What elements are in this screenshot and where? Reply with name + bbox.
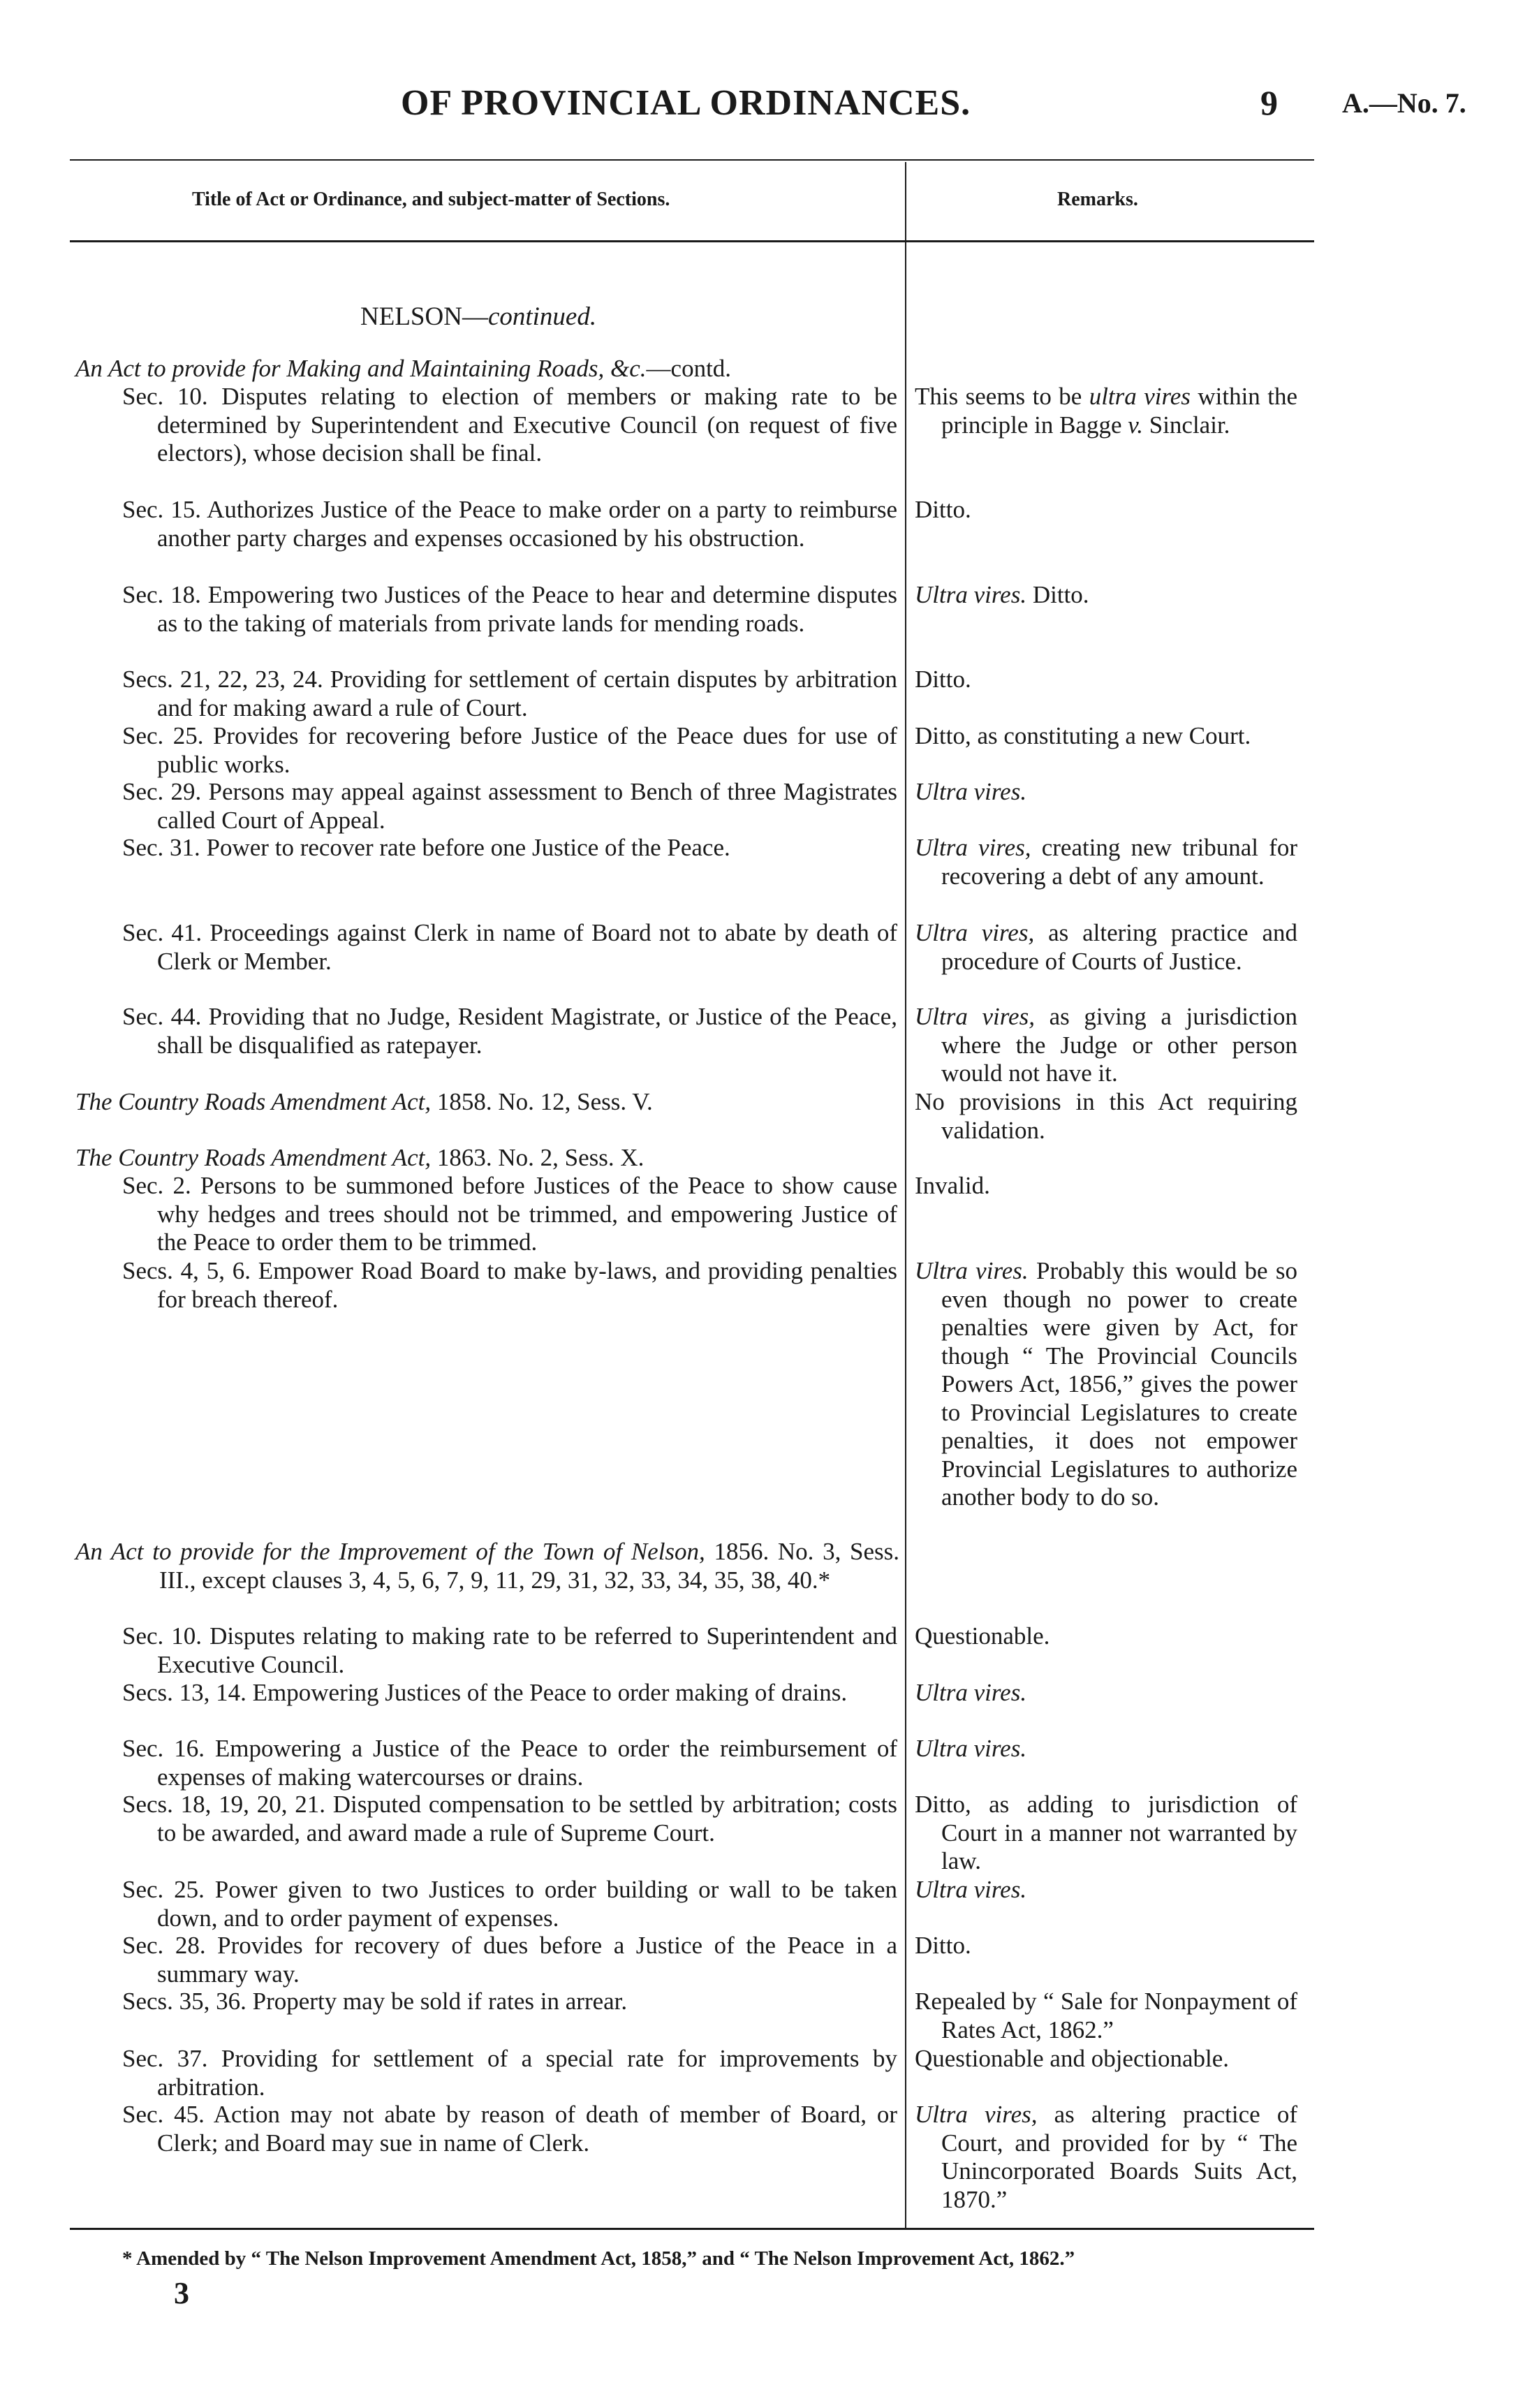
remark-entry: Ditto, as adding to jurisdiction of Court in a manner not warranted by law. — [915, 1791, 1297, 1874]
section-entry: Sec. 45. Action may not abate by reason of death of member of Board, or Clerk; and Board may sue in name of Clerk. — [122, 2101, 897, 2157]
act-title-italic: An Act to provide for the Improvement of the Town of Nelson, — [75, 1538, 705, 1565]
section-entry: Sec. 37. Providing for settlement of a special rate for improvements by arbitration. — [122, 2045, 897, 2101]
section-entry: Sec. 15. Authorizes Justice of the Peace to make order on a party to reimburse another party charges and expenses occasioned by his obstruction. — [122, 496, 897, 552]
section-entry: Sec. 10. Disputes relating to making rate to be referred to Superintendent and Executive Council. — [122, 1622, 897, 1678]
section-entry: Secs. 21, 22, 23, 24. Providing for settlement of certain disputes by arbitration and for making award a rule of Court. — [122, 666, 897, 721]
header-rule-bottom — [70, 240, 1314, 242]
section-entry: Sec. 10. Disputes relating to election of members or making rate to be determined by Superintendent and Executive Council (on request of five electors), whose decision shall be final. — [122, 383, 897, 467]
remark-entry: Repealed by “ Sale for Nonpayment of Rates Act, 1862.” — [915, 1988, 1297, 2043]
section-entry: Secs. 4, 5, 6. Empower Road Board to make by-laws, and providing penalties for breach thereof. — [122, 1257, 897, 1313]
section-entry: Sec. 29. Persons may appeal against assessment to Bench of three Magistrates called Court of Appeal. — [122, 778, 897, 834]
act-title-tail: 1863. No. 2, Sess. X. — [431, 1144, 645, 1171]
remark-entry: Ultra vires, as altering practice of Court, and provided for by “ The Unincorporated Boards Suits Act, 1870.” — [915, 2101, 1297, 2213]
section-entry: Secs. 18, 19, 20, 21. Disputed compensation to be settled by arbitration; costs to be awarded, and award made a rule of Supreme Court. — [122, 1791, 897, 1847]
section-entry: Sec. 18. Empowering two Justices of the Peace to hear and determine disputes as to the taking of materials from private lands for mending roads. — [122, 581, 897, 637]
column-divider — [905, 162, 906, 2228]
act-title — [75, 355, 899, 383]
header-rule-top — [70, 159, 1314, 161]
footnote: * Amended by “ The Nelson Improvement Amendment Act, 1858,” and “ The Nelson Improvement Act, 1862.” — [122, 2247, 1075, 2270]
page-number: 9 — [1260, 83, 1278, 122]
remark-entry: Ditto. — [915, 496, 971, 523]
page-title: OF PROVINCIAL ORDINANCES. — [401, 83, 971, 123]
remark-entry: Ditto. — [915, 666, 971, 693]
act-title-italic: The Country Roads Amendment Act, — [75, 1144, 432, 1171]
remark-entry: Ultra vires. Probably this would be so even though no power to create penalties were given by Act, for though “ The Provincial Councils Powers Act, 1856,” gives the power to Provincial Legislatures to create penalties, it does not empower Provincial Legislatures to authorize another body to do so. — [915, 1257, 1297, 1511]
act-title-tail: 1858. No. 12, Sess. V. — [431, 1088, 653, 1115]
remark-entry: Ultra vires. — [915, 1876, 1027, 1903]
remark-entry: Ditto, as constituting a new Court. — [915, 722, 1251, 749]
section-entry: Sec. 28. Provides for recovery of dues before a Justice of the Peace in a summary way. — [122, 1932, 897, 1988]
section-entry: Sec. 25. Provides for recovering before Justice of the Peace dues for use of public works. — [122, 722, 897, 778]
section-entry: Sec. 44. Providing that no Judge, Resident Magistrate, or Justice of the Peace, shall be disqualified as ratepayer. — [122, 1003, 897, 1059]
section-entry: Sec. 16. Empowering a Justice of the Peace to order the reimbursement of expenses of making watercourses or drains. — [122, 1735, 897, 1791]
signature-mark: 3 — [174, 2276, 189, 2310]
act-title-italic: The Country Roads Amendment Act, — [75, 1088, 432, 1115]
column-heading-left: Title of Act or Ordinance, and subject-matter of Sections. — [192, 189, 670, 210]
section-heading-name: NELSON— — [360, 302, 488, 331]
section-entry: Secs. 35, 36. Property may be sold if rates in arrear. — [122, 1988, 628, 2015]
remark-entry: Ultra vires, as giving a jurisdiction where the Judge or other person would not have it. — [915, 1003, 1297, 1087]
remark-entry: Ultra vires. — [915, 778, 1027, 805]
act-title-tail: 1856. No. 3, Sess. III., except clauses 3, 4, 5, 6, 7, 9, 11, 29, 31, 32, 33, 34, 35, 38, 40.* — [159, 1538, 899, 1594]
table-bottom-rule — [70, 2228, 1314, 2230]
remark-entry: Ultra vires, creating new tribunal for recovering a debt of any amount. — [915, 834, 1297, 890]
act-title-italic: An Act to provide for Making and Maintaining Roads, &c. — [75, 355, 647, 382]
column-heading-right: Remarks. — [1057, 189, 1138, 210]
remark-entry: No provisions in this Act requiring validation. — [915, 1088, 1297, 1144]
remark-entry: Questionable. — [915, 1622, 1050, 1650]
act-title — [75, 1088, 899, 1117]
remark-entry: This seems to be ultra vires within the principle in Bagge v. Sinclair. — [915, 383, 1297, 439]
remark-entry: Ultra vires. — [915, 1735, 1027, 1762]
section-entry: Sec. 31. Power to recover rate before one Justice of the Peace. — [122, 834, 730, 861]
section-entry: Sec. 2. Persons to be summoned before Justices of the Peace to show cause why hedges and trees should not be trimmed, and empowering Justice of the Peace to order them to be trimmed. — [122, 1172, 897, 1256]
section-entry: Sec. 25. Power given to two Justices to order building or wall to be taken down, and to order payment of expenses. — [122, 1876, 897, 1932]
remark-entry: Ditto. — [915, 1932, 971, 1959]
act-title — [75, 1144, 899, 1173]
section-entry: Secs. 13, 14. Empowering Justices of the Peace to order making of drains. — [122, 1679, 848, 1706]
document-reference: A.—No. 7. — [1342, 87, 1466, 119]
section-entry: Sec. 41. Proceedings against Clerk in name of Board not to abate by death of Clerk or Member. — [122, 919, 897, 975]
remark-entry: Ultra vires, as altering practice and procedure of Courts of Justice. — [915, 919, 1297, 975]
remark-entry: Invalid. — [915, 1172, 990, 1199]
section-heading — [360, 302, 596, 332]
running-head — [70, 82, 1466, 131]
act-title — [75, 1538, 899, 1594]
remark-entry: Ultra vires. — [915, 1679, 1027, 1706]
section-heading-continued: continued. — [487, 302, 597, 331]
remark-entry: Questionable and objectionable. — [915, 2045, 1229, 2072]
remark-entry: Ultra vires. Ditto. — [915, 581, 1089, 608]
act-title-tail: —contd. — [646, 355, 732, 382]
